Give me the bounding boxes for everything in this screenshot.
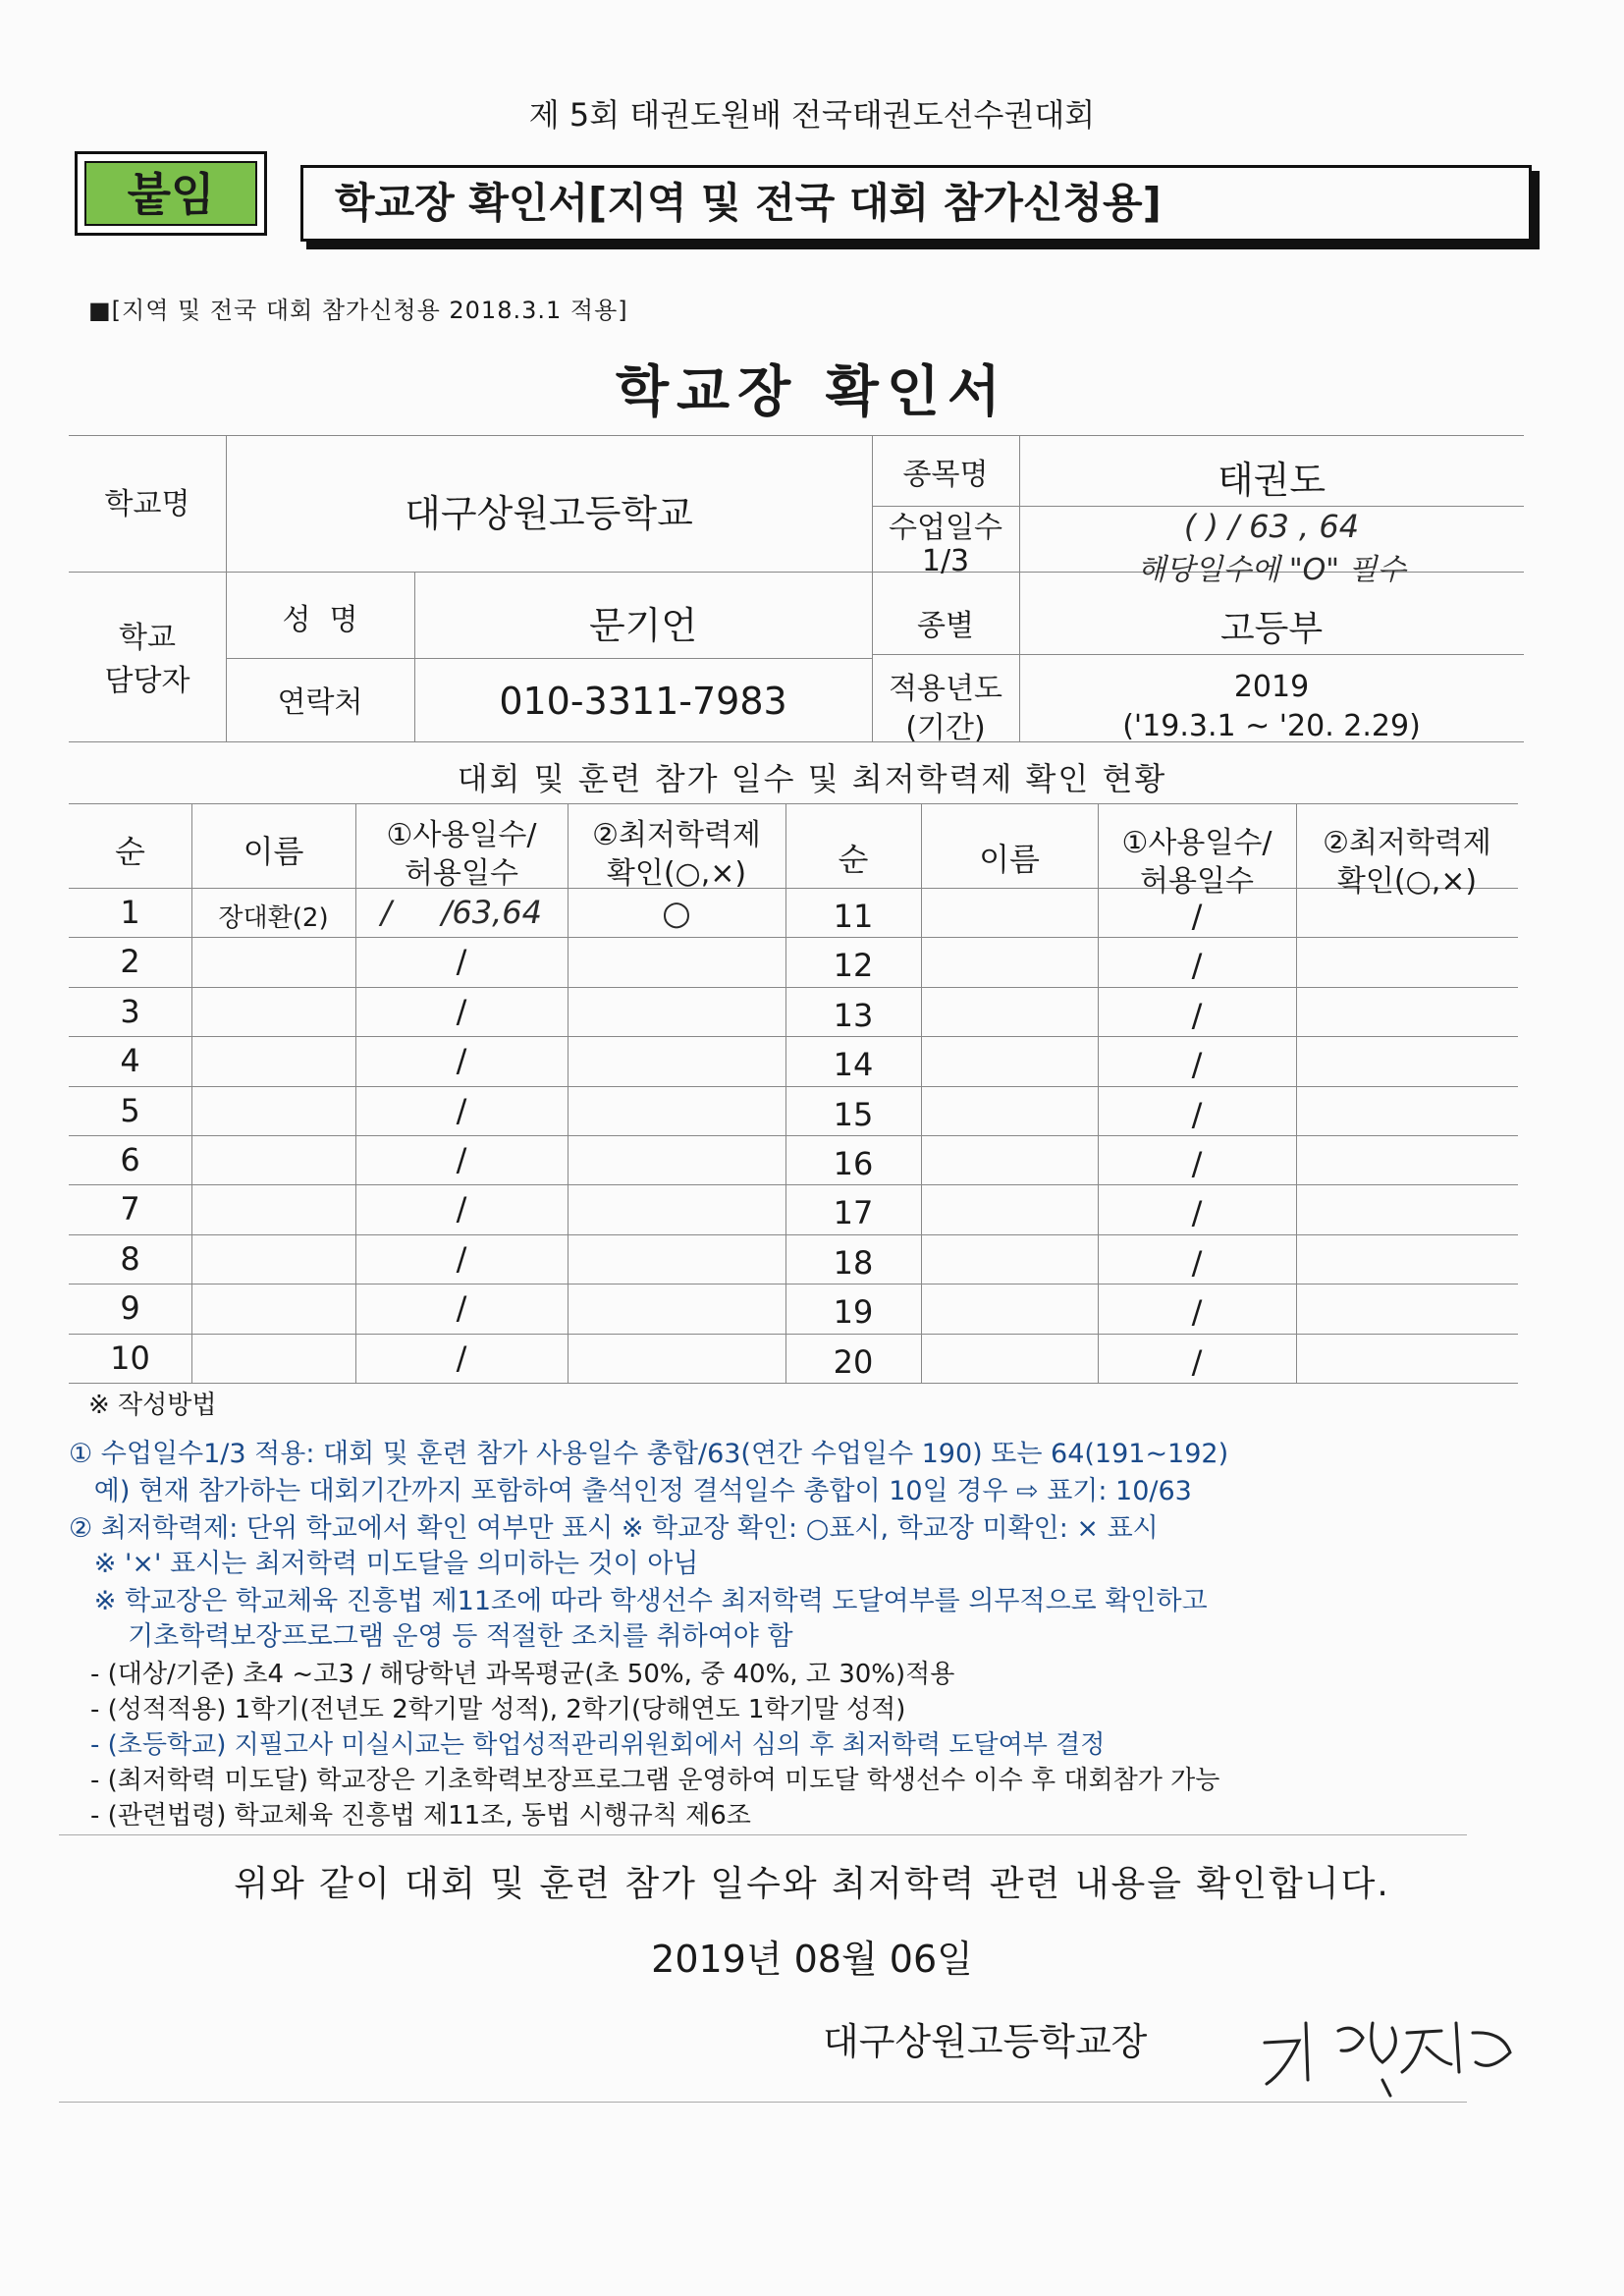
row-days: / bbox=[456, 1042, 467, 1080]
row-number: 8 bbox=[120, 1239, 140, 1278]
principal-signature bbox=[1245, 1994, 1530, 2102]
manager-label-1: 학교 bbox=[119, 621, 176, 655]
header-check-left-1: ②최저학력제 bbox=[592, 818, 761, 852]
row-days: / bbox=[456, 943, 467, 981]
row-number: 2 bbox=[120, 943, 140, 981]
method-line: - (관련법령) 학교체육 진흥법 제11조, 동법 시행규칙 제6조 bbox=[90, 1801, 751, 1831]
row-days: / bbox=[1191, 1095, 1203, 1133]
form-note: ■[지역 및 전국 대회 참가신청용 2018.3.1 적용] bbox=[88, 297, 628, 324]
sport-label: 종목명 bbox=[902, 458, 989, 492]
contact-value: 010-3311-7983 bbox=[499, 680, 787, 723]
row-number: 4 bbox=[120, 1042, 140, 1080]
year-value-2: ('19.3.1 ~ '20. 2.29) bbox=[1122, 709, 1421, 743]
row-divider bbox=[69, 1284, 1518, 1285]
header-check-right-1: ②최저학력제 bbox=[1323, 826, 1491, 860]
principal-name: 대구상원고등학교장 bbox=[823, 2020, 1148, 2063]
method-line: 예) 현재 참가하는 대회기간까지 포함하여 출석인정 결석일수 총합이 10일 경우 ⇨ 표기: 10/63 bbox=[69, 1476, 1192, 1506]
row-days: / bbox=[1191, 1145, 1203, 1182]
row-number: 17 bbox=[833, 1194, 874, 1232]
method-line: ※ '×' 표시는 최저학력 미도달을 의미하는 것이 아님 bbox=[69, 1549, 699, 1579]
method-heading: ※ 작성방법 bbox=[88, 1391, 217, 1420]
row-number: 9 bbox=[120, 1289, 140, 1328]
row-days: / bbox=[456, 1190, 467, 1229]
class-days-label-2: 1/3 bbox=[921, 544, 970, 578]
row-number: 7 bbox=[120, 1190, 140, 1229]
year-label-2: (기간) bbox=[905, 711, 986, 745]
name-label: 성 명 bbox=[282, 603, 358, 637]
row-days: / bbox=[1191, 996, 1203, 1034]
header-days-right-2: 허용일수 bbox=[1140, 864, 1254, 899]
document-title: 학교장 확인서 bbox=[615, 360, 1009, 424]
row-check: ○ bbox=[662, 894, 691, 933]
header-days-left-1: ①사용일수/ bbox=[386, 818, 537, 852]
row-number: 18 bbox=[833, 1243, 874, 1282]
row-divider bbox=[69, 1234, 1518, 1235]
row-days: / bbox=[456, 1339, 467, 1377]
confirmation-date: 2019년 08월 06일 bbox=[651, 1938, 973, 1981]
header-days-left-2: 허용일수 bbox=[405, 856, 518, 891]
row-number: 12 bbox=[833, 947, 874, 985]
year-label-1: 적용년도 bbox=[889, 672, 1002, 706]
row-divider bbox=[69, 937, 1518, 938]
row-number: 5 bbox=[120, 1091, 140, 1129]
name-value: 문기언 bbox=[588, 604, 698, 647]
row-divider bbox=[69, 1184, 1518, 1185]
row-number: 14 bbox=[833, 1046, 874, 1084]
row-days: / bbox=[1191, 947, 1203, 985]
manager-label-2: 담당자 bbox=[104, 664, 190, 698]
header-no-left: 순 bbox=[115, 833, 145, 870]
confirmation-statement: 위와 같이 대회 및 훈련 참가 일수와 최저학력 관련 내용을 확인합니다. bbox=[234, 1864, 1390, 1904]
row-divider bbox=[69, 1135, 1518, 1136]
row-number: 1 bbox=[120, 894, 140, 931]
class-days-label-1: 수업일수 bbox=[889, 511, 1002, 545]
category-value: 고등부 bbox=[1219, 609, 1324, 649]
method-line: ① 수업일수1/3 적용: 대회 및 훈련 참가 사용일수 총합/63(연간 수업일수 190) 또는 64(191~192) bbox=[69, 1439, 1229, 1469]
header-check-right-2: 확인(○,×) bbox=[1336, 864, 1478, 899]
school-value: 대구상원고등학교 bbox=[405, 492, 693, 535]
method-line: - (최저학력 미도달) 학교장은 기초학력보장프로그램 운영하여 미도달 학생선수 이수 후 대회참가 가능 bbox=[90, 1766, 1220, 1795]
row-number: 6 bbox=[120, 1141, 140, 1178]
contact-label: 연락처 bbox=[277, 685, 363, 720]
row-days: / bbox=[456, 992, 467, 1030]
header-no-right: 순 bbox=[838, 841, 869, 878]
row-number: 11 bbox=[833, 898, 874, 935]
sport-value: 태권도 bbox=[1217, 459, 1326, 502]
row-days: / bbox=[456, 1141, 467, 1178]
header-check-left-2: 확인(○,×) bbox=[606, 856, 747, 891]
method-line: - (대상/기준) 초4 ~고3 / 해당학년 과목평균(초 50%, 중 40%, 고 30%)적용 bbox=[90, 1660, 955, 1689]
row-days: / bbox=[1191, 1293, 1203, 1332]
row-number: 3 bbox=[120, 992, 140, 1030]
row-days: / bbox=[1191, 1194, 1203, 1232]
attachment-badge bbox=[75, 151, 267, 236]
category-label: 종별 bbox=[917, 609, 974, 643]
table-caption: 대회 및 훈련 참가 일수 및 최저학력제 확인 현황 bbox=[457, 760, 1167, 797]
row-divider bbox=[69, 1086, 1518, 1087]
header-name-left: 이름 bbox=[243, 833, 304, 870]
method-line: 기초학력보장프로그램 운영 등 적절한 조치를 취하여야 함 bbox=[69, 1621, 793, 1652]
row-divider bbox=[69, 987, 1518, 988]
year-value-1: 2019 bbox=[1233, 670, 1310, 704]
row-number: 15 bbox=[833, 1095, 874, 1133]
row-days: / /63,64 bbox=[380, 894, 543, 931]
method-line: ※ 학교장은 학교체육 진흥법 제11조에 따라 학생선수 최저학력 도달여부를 의무적으로 확인하고 bbox=[69, 1586, 1208, 1616]
row-number: 16 bbox=[833, 1145, 874, 1182]
school-label: 학교명 bbox=[104, 487, 190, 521]
header-days-right-1: ①사용일수/ bbox=[1121, 826, 1272, 860]
row-number: 10 bbox=[110, 1339, 150, 1377]
class-days-value-1: ( ) / 63 , 64 bbox=[1183, 508, 1360, 545]
method-line: - (성적적용) 1학기(전년도 2학기말 성적), 2학기(당해연도 1학기말 성적) bbox=[90, 1695, 906, 1724]
row-days: / bbox=[456, 1289, 467, 1328]
row-divider bbox=[69, 1036, 1518, 1037]
row-days: / bbox=[1191, 1243, 1203, 1282]
header-name-right: 이름 bbox=[979, 841, 1040, 878]
row-days: / bbox=[456, 1239, 467, 1278]
row-days: / bbox=[1191, 1046, 1203, 1084]
method-line: - (초등학교) 지필고사 미실시교는 학업성적관리위원회에서 심의 후 최저학력 도달여부 결정 bbox=[90, 1730, 1106, 1760]
method-line: ② 최저학력제: 단위 학교에서 확인 여부만 표시 ※ 학교장 확인: ○표시, 학교장 미확인: × 표시 bbox=[69, 1513, 1159, 1544]
row-days: / bbox=[1191, 1342, 1203, 1381]
banner-title: 학교장 확인서[지역 및 전국 대회 참가신청용] bbox=[300, 165, 1532, 242]
row-name: 장대환(2) bbox=[218, 903, 329, 933]
row-divider bbox=[69, 1334, 1518, 1335]
event-title: 제 5회 태권도원배 전국태권도선수권대회 bbox=[528, 96, 1096, 134]
row-days: / bbox=[456, 1091, 467, 1129]
class-days-value-2: 해당일수에 "O" 필수 bbox=[1137, 553, 1406, 587]
row-days: / bbox=[1191, 898, 1203, 935]
attachment-label: 붙임 bbox=[84, 161, 257, 226]
row-number: 13 bbox=[833, 996, 874, 1034]
row-number: 20 bbox=[833, 1342, 874, 1381]
row-number: 19 bbox=[833, 1293, 874, 1332]
